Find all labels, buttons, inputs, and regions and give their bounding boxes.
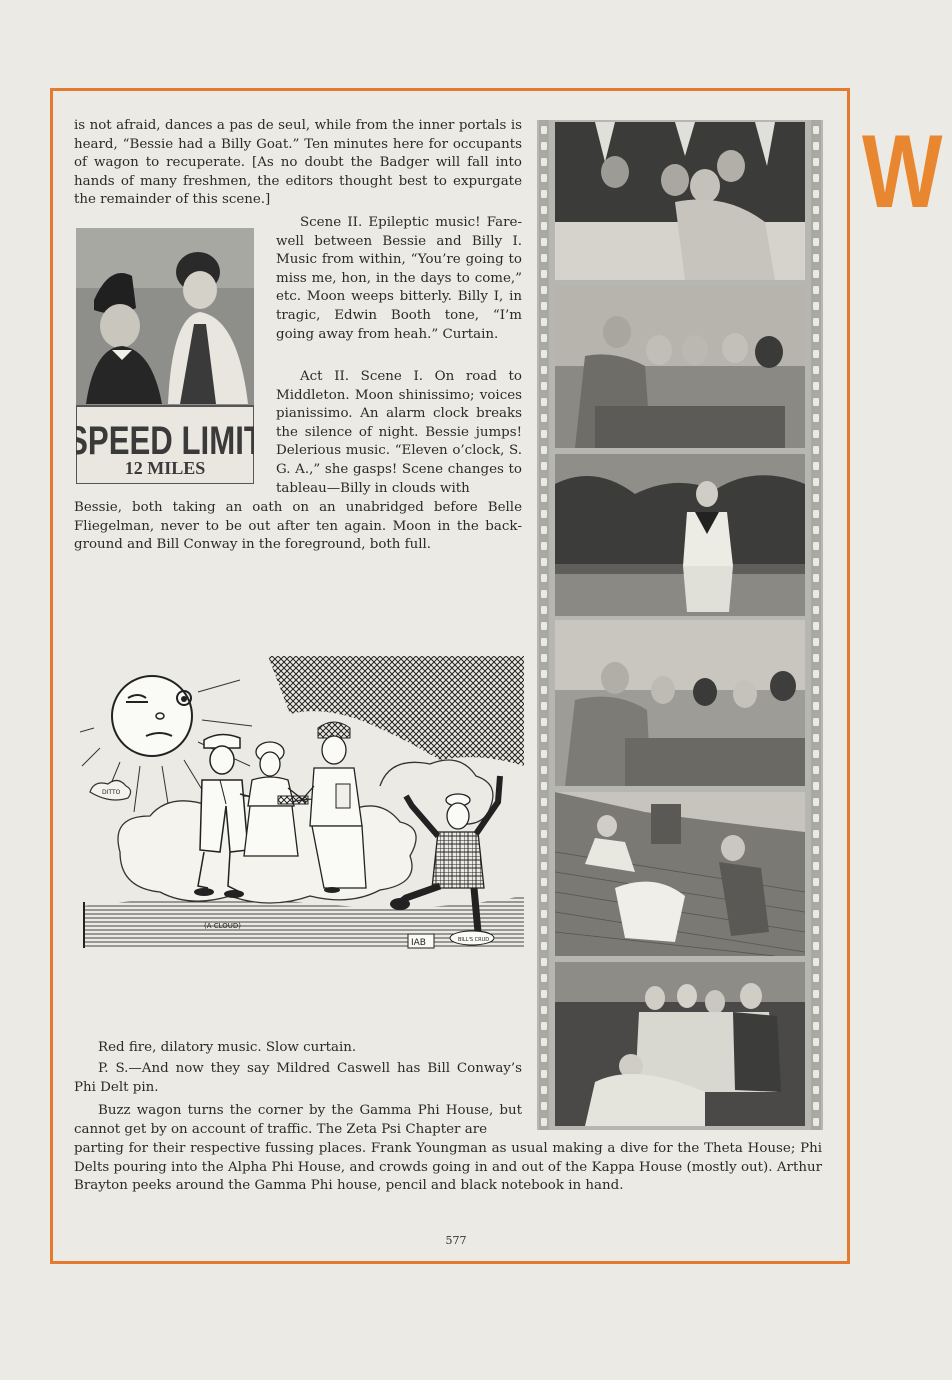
speed-limit-sign-text: SPEED LIMIT (76, 418, 254, 463)
photo-frame-men-cards (555, 286, 805, 448)
paragraph-act-two: Act II. Scene I. On road to Middleton. Moon shinissimo; voices pianissimo. An alarm clock breaks the silence of night. Bessie jumps! Delerious music. “Eleven o’clock, S. G. A.,” she gasps! Scene changes to tableau—Billy in clouds with (276, 369, 522, 496)
cloud-label-ditto: DITTO (102, 789, 121, 796)
decorative-initial: W (862, 114, 941, 230)
paragraph-postscript: P. S.—And now they say Mildred Caswell has Bill Conway’s Phi Delt pin. (74, 1061, 522, 1095)
artist-monogram: IAB (411, 938, 426, 948)
film-perforations-left (539, 120, 549, 1130)
page-number: 577 (445, 1234, 467, 1247)
paragraph-scene-two: Scene II. Epileptic music! Farewell between Bessie and Billy I. Music from within, “You’re going to miss me, hon, in the days to come,” etc. Moon weeps bitterly. Billy I, in tragic, Edwin Booth tone, “I’m going away from heah.” Curtain. (276, 215, 522, 342)
film-perforations-right (811, 120, 821, 1130)
photo-frame-women-group (555, 962, 805, 1126)
paragraph-buzz-wagon: Buzz wagon turns the corner by the Gamma Phi House, but cannot get by on account of traffic. The Zeta Psi Chapter are (74, 1103, 522, 1137)
speed-limit-photo (76, 228, 254, 484)
cloud-label-bottom: (A CLOUD) (204, 922, 242, 930)
speed-limit-photo-art (76, 228, 254, 484)
speed-limit-sign-miles: 12 MILES (124, 458, 206, 478)
paragraph-buzz-wagon-continued: parting for their respective fussing places. Frank Youngman as usual making a dive for the Theta House; Phi Delts pouring into the Alpha Phi House, and crowds going in and out of the Kappa House (mostly out). Arthur Brayton peeks around the Gamma Phi house, pencil and black notebook in hand. (74, 1141, 822, 1194)
cartoon-drawing (80, 656, 524, 956)
photo-film-strip (537, 120, 823, 1130)
character-label: BILL'S CRUD (458, 937, 490, 943)
photo-frame-group-table (555, 122, 805, 280)
photo-frame-women-roof (555, 792, 805, 956)
photo-frame-men-dining (555, 620, 805, 786)
photo-frame-woman-outdoors (555, 454, 805, 616)
paragraph-act-two-continued: Bessie, both taking an oath on an unabridged before Belle Fliegelman, never to be out after ten again. Moon in the background and Bill Conway in the foreground, both full. (74, 500, 522, 553)
paragraph-opening: is not afraid, dances a pas de seul, while from the inner portals is heard, “Bessie had a Billy Goat.” Ten minutes here for occupants of wagon to recuperate. [As no doubt the Badger will fall into hands of many freshmen, the editors thought best to expurgate the remainder of this scene.] (74, 118, 522, 208)
paragraph-red-fire: Red fire, dilatory music. Slow curtain. (98, 1040, 357, 1055)
cartoon-illustration (80, 656, 524, 956)
